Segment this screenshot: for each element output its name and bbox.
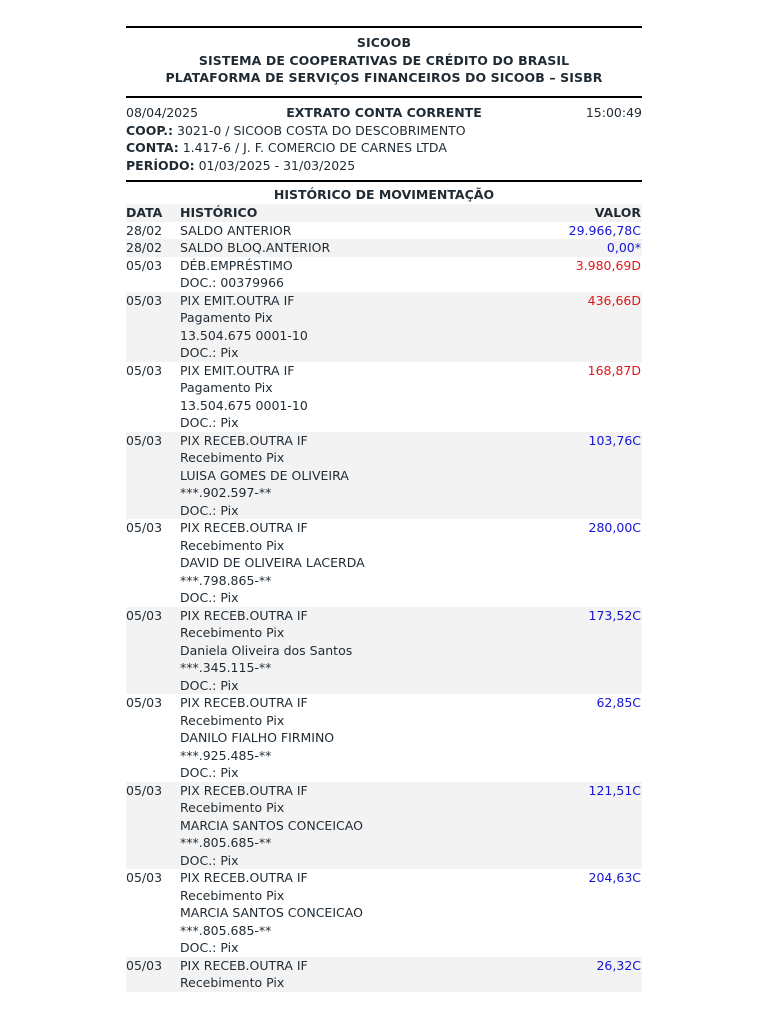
table-header (126, 204, 642, 222)
column-header-data: DATA (126, 205, 163, 220)
row-date: 05/03 (126, 695, 163, 710)
historico-line: DOC.: 00379966 (180, 275, 284, 290)
transactions-table (126, 204, 642, 992)
info-title-row (126, 104, 642, 122)
historico-line: Pagamento Pix (180, 380, 273, 395)
conta-value: 1.417-6 / J. F. COMERCIO DE CARNES LTDA (182, 140, 447, 155)
historico-line: PIX RECEB.OUTRA IF (180, 432, 308, 448)
historico-line: PIX RECEB.OUTRA IF (180, 520, 308, 535)
historico-line: ***.925.485-** (180, 747, 272, 763)
row-historico (180, 292, 642, 362)
coop-value: 3021-0 / SICOOB COSTA DO DESCOBRIMENTO (177, 122, 466, 138)
conta-label: CONTA: (126, 140, 179, 155)
header-line-1: SICOOB (356, 35, 412, 50)
table-row (126, 519, 642, 607)
historico-line: DOC.: Pix (180, 940, 239, 955)
row-date: 05/03 (126, 362, 163, 378)
historico-line: ***.805.685-** (180, 835, 272, 850)
historico-line: DOC.: Pix (180, 590, 239, 605)
table-row (126, 432, 642, 520)
table-row (126, 239, 642, 257)
historico-line: PIX EMIT.OUTRA IF (180, 362, 295, 378)
historico-line: DOC.: Pix (180, 345, 239, 360)
historico-line: DÉB.EMPRÉSTIMO (180, 257, 293, 273)
historico-line: MARCIA SANTOS CONCEICAO (180, 817, 363, 833)
table-row (126, 362, 642, 432)
historico-line: Daniela Oliveira dos Santos (180, 642, 353, 658)
historico-line: ***.345.115-** (180, 660, 272, 675)
historico-line: Recebimento Pix (180, 537, 285, 553)
statement-header (126, 34, 642, 87)
row-historico (180, 432, 642, 520)
periodo-label: PERÍODO: (126, 157, 195, 173)
historico-line: SALDO ANTERIOR (180, 222, 292, 238)
historico-line: Recebimento Pix (180, 975, 285, 990)
row-historico (180, 869, 642, 957)
historico-line: LUISA GOMES DE OLIVEIRA (180, 467, 349, 483)
row-date: 05/03 (126, 257, 163, 273)
column-header-historico: HISTÓRICO (180, 205, 258, 220)
historico-line: 13.504.675 0001-10 (180, 327, 308, 343)
table-row (126, 782, 642, 870)
row-historico (180, 607, 642, 695)
row-valor: 29.966,78C (568, 222, 641, 238)
row-historico (180, 239, 642, 257)
historico-line: DOC.: Pix (180, 415, 239, 430)
periodo-row (126, 157, 642, 175)
row-valor: 62,85C (596, 695, 641, 710)
historico-line: Recebimento Pix (180, 625, 285, 640)
row-valor: 280,00C (588, 520, 641, 535)
historico-line: DOC.: Pix (180, 852, 239, 868)
periodo-value: 01/03/2025 - 31/03/2025 (198, 157, 356, 173)
row-valor: 26,32C (596, 957, 641, 973)
row-date: 05/03 (126, 607, 163, 623)
header-line-3: PLATAFORMA DE SERVIÇOS FINANCEIROS DO SICOOB – SISBR (165, 70, 603, 85)
row-valor: 168,87D (587, 362, 641, 378)
historico-line: Recebimento Pix (180, 712, 285, 728)
table-row (126, 222, 642, 240)
statement-title: EXTRATO CONTA CORRENTE (286, 105, 482, 120)
historico-line: PIX RECEB.OUTRA IF (180, 870, 308, 885)
column-header-valor: VALOR (594, 205, 641, 220)
row-valor: 103,76C (588, 432, 641, 448)
historico-line: PIX EMIT.OUTRA IF (180, 292, 295, 308)
row-valor: 173,52C (588, 607, 641, 623)
historico-line: DOC.: Pix (180, 677, 239, 693)
row-valor: 0,00* (606, 240, 641, 255)
issue-time: 15:00:49 (585, 105, 642, 120)
historico-line: Pagamento Pix (180, 310, 273, 325)
table-row (126, 957, 642, 992)
historico-line: PIX RECEB.OUTRA IF (180, 607, 308, 623)
top-divider (126, 26, 642, 28)
row-valor: 204,63C (588, 870, 641, 885)
header-divider (126, 96, 642, 98)
row-date: 28/02 (126, 240, 163, 255)
header-line-2: SISTEMA DE COOPERATIVAS DE CRÉDITO DO BRASIL (198, 52, 570, 68)
historico-line: DAVID DE OLIVEIRA LACERDA (180, 555, 365, 570)
row-valor: 121,51C (588, 782, 641, 798)
historico-line: MARCIA SANTOS CONCEICAO (180, 905, 363, 920)
row-date: 05/03 (126, 292, 163, 308)
coop-label: COOP.: (126, 122, 174, 138)
historico-line: DANILO FIALHO FIRMINO (180, 730, 335, 745)
info-divider (126, 180, 642, 182)
historico-line: Recebimento Pix (180, 800, 285, 815)
historico-line: DOC.: Pix (180, 765, 239, 780)
historico-line: Recebimento Pix (180, 450, 285, 465)
table-row (126, 694, 642, 782)
historico-line: Recebimento Pix (180, 887, 285, 903)
issue-date: 08/04/2025 (126, 105, 199, 120)
table-row (126, 607, 642, 695)
historico-line: PIX RECEB.OUTRA IF (180, 957, 308, 973)
coop-row (126, 122, 642, 140)
historico-line: SALDO BLOQ.ANTERIOR (180, 240, 331, 255)
row-date: 28/02 (126, 222, 163, 238)
row-date: 05/03 (126, 870, 163, 885)
historico-line: 13.504.675 0001-10 (180, 397, 308, 413)
table-row (126, 292, 642, 362)
row-valor: 3.980,69D (575, 257, 641, 273)
row-historico (180, 694, 642, 782)
row-date: 05/03 (126, 782, 163, 798)
account-info (126, 104, 642, 174)
historico-line: ***.805.685-** (180, 922, 272, 938)
table-row (126, 869, 642, 957)
row-valor: 436,66D (587, 292, 641, 308)
historico-line: PIX RECEB.OUTRA IF (180, 695, 308, 710)
row-historico (180, 257, 642, 292)
historico-line: ***.902.597-** (180, 485, 272, 500)
section-title: HISTÓRICO DE MOVIMENTAÇÃO (273, 187, 495, 202)
row-date: 05/03 (126, 520, 163, 535)
row-date: 05/03 (126, 957, 163, 973)
row-historico (180, 519, 642, 607)
conta-row (126, 139, 642, 157)
transaction-list (126, 222, 642, 992)
table-row (126, 257, 642, 292)
row-historico (180, 957, 642, 992)
row-historico (180, 782, 642, 870)
row-historico (180, 362, 642, 432)
historico-line: DOC.: Pix (180, 502, 239, 518)
historico-line: ***.798.865-** (180, 572, 272, 588)
row-date: 05/03 (126, 432, 163, 448)
historico-line: PIX RECEB.OUTRA IF (180, 782, 308, 798)
